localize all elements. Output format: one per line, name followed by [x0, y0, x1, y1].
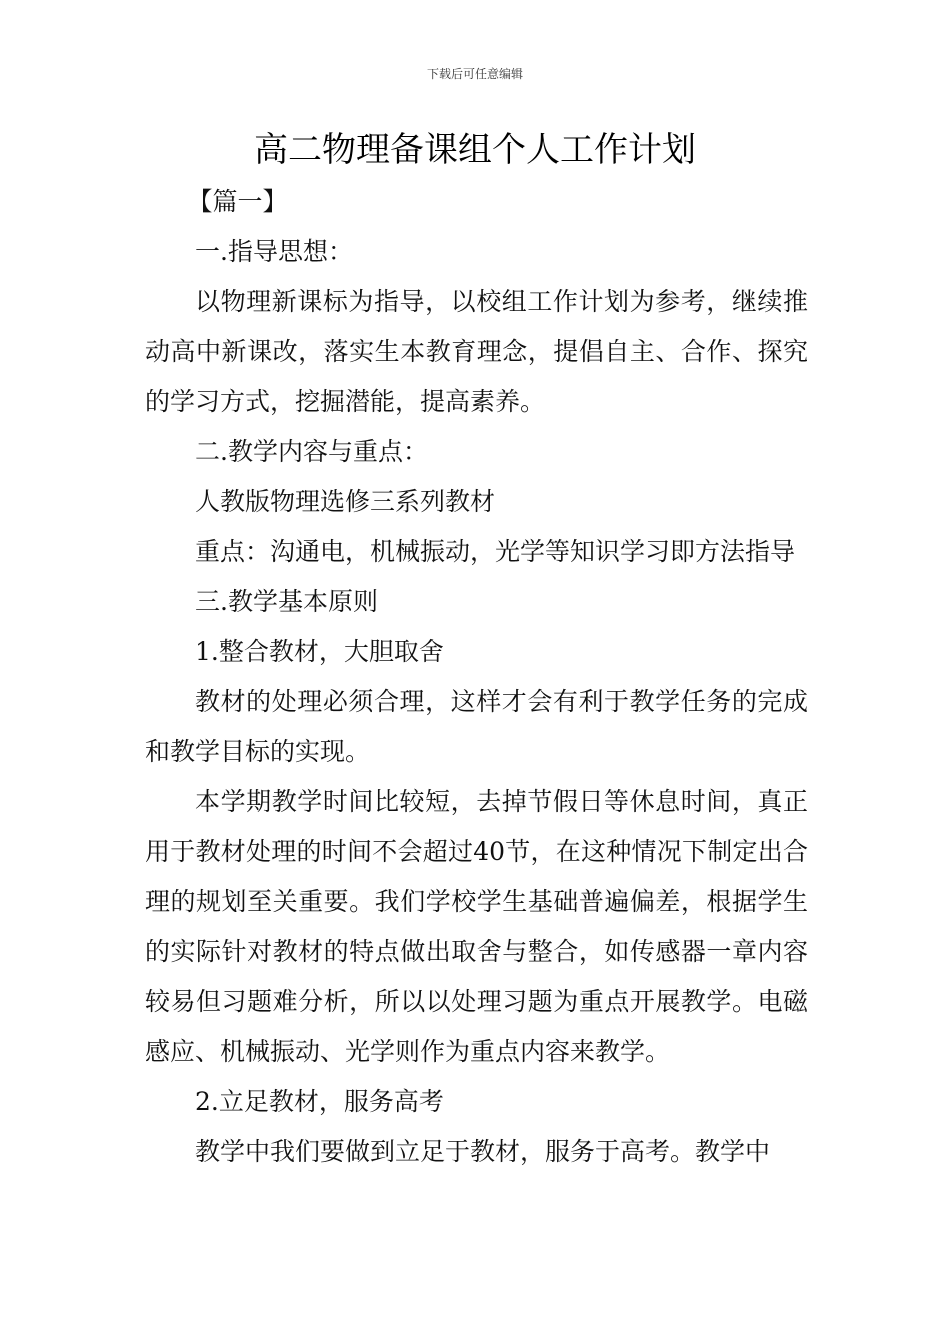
document-body — [145, 177, 808, 1177]
header-note: 下载后可任意编辑 — [426, 67, 523, 81]
heading-basic-principles: 三.教学基本原则 — [195, 587, 378, 616]
paragraph: 以物理新课标为指导，以校组工作计划为参考，继续推动高中新课改，落实生本教育理念，提倡自主、合作、探究的学习方式，挖掘潜能，提高素养。 — [145, 287, 808, 416]
paragraph: 人教版物理选修三系列教材 — [195, 487, 496, 516]
document-title: 高二物理备课组个人工作计划 — [254, 130, 696, 170]
paragraph: 本学期教学时间比较短，去掉节假日等休息时间，真正用于教材处理的时间不会超过40节，在这种情况下制定出合理的规划至关重要。我们学校学生基础普遍偏差，根据学生的实际针对教材的特点做出取舍与整合，如传感器一章内容较易但习题难分析，所以以处理习题为重点开展教学。电磁感应、机械振动、光学则作为重点内容来教学。 — [145, 787, 808, 1066]
paragraph: 教材的处理必须合理，这样才会有利于教学任务的完成和教学目标的实现。 — [145, 687, 808, 766]
paragraph: 重点：沟通电，机械振动，光学等知识学习即方法指导 — [195, 537, 796, 566]
paragraph: 教学中我们要做到立足于教材，服务于高考。教学中 — [195, 1137, 771, 1166]
subheading: 1.整合教材，大胆取舍 — [195, 637, 444, 666]
heading-guiding-ideology: 一.指导思想： — [195, 237, 353, 266]
section-label: 【篇一】 — [187, 187, 288, 216]
subheading: 2.立足教材，服务高考 — [195, 1087, 444, 1116]
heading-content-focus: 二.教学内容与重点： — [195, 437, 428, 466]
